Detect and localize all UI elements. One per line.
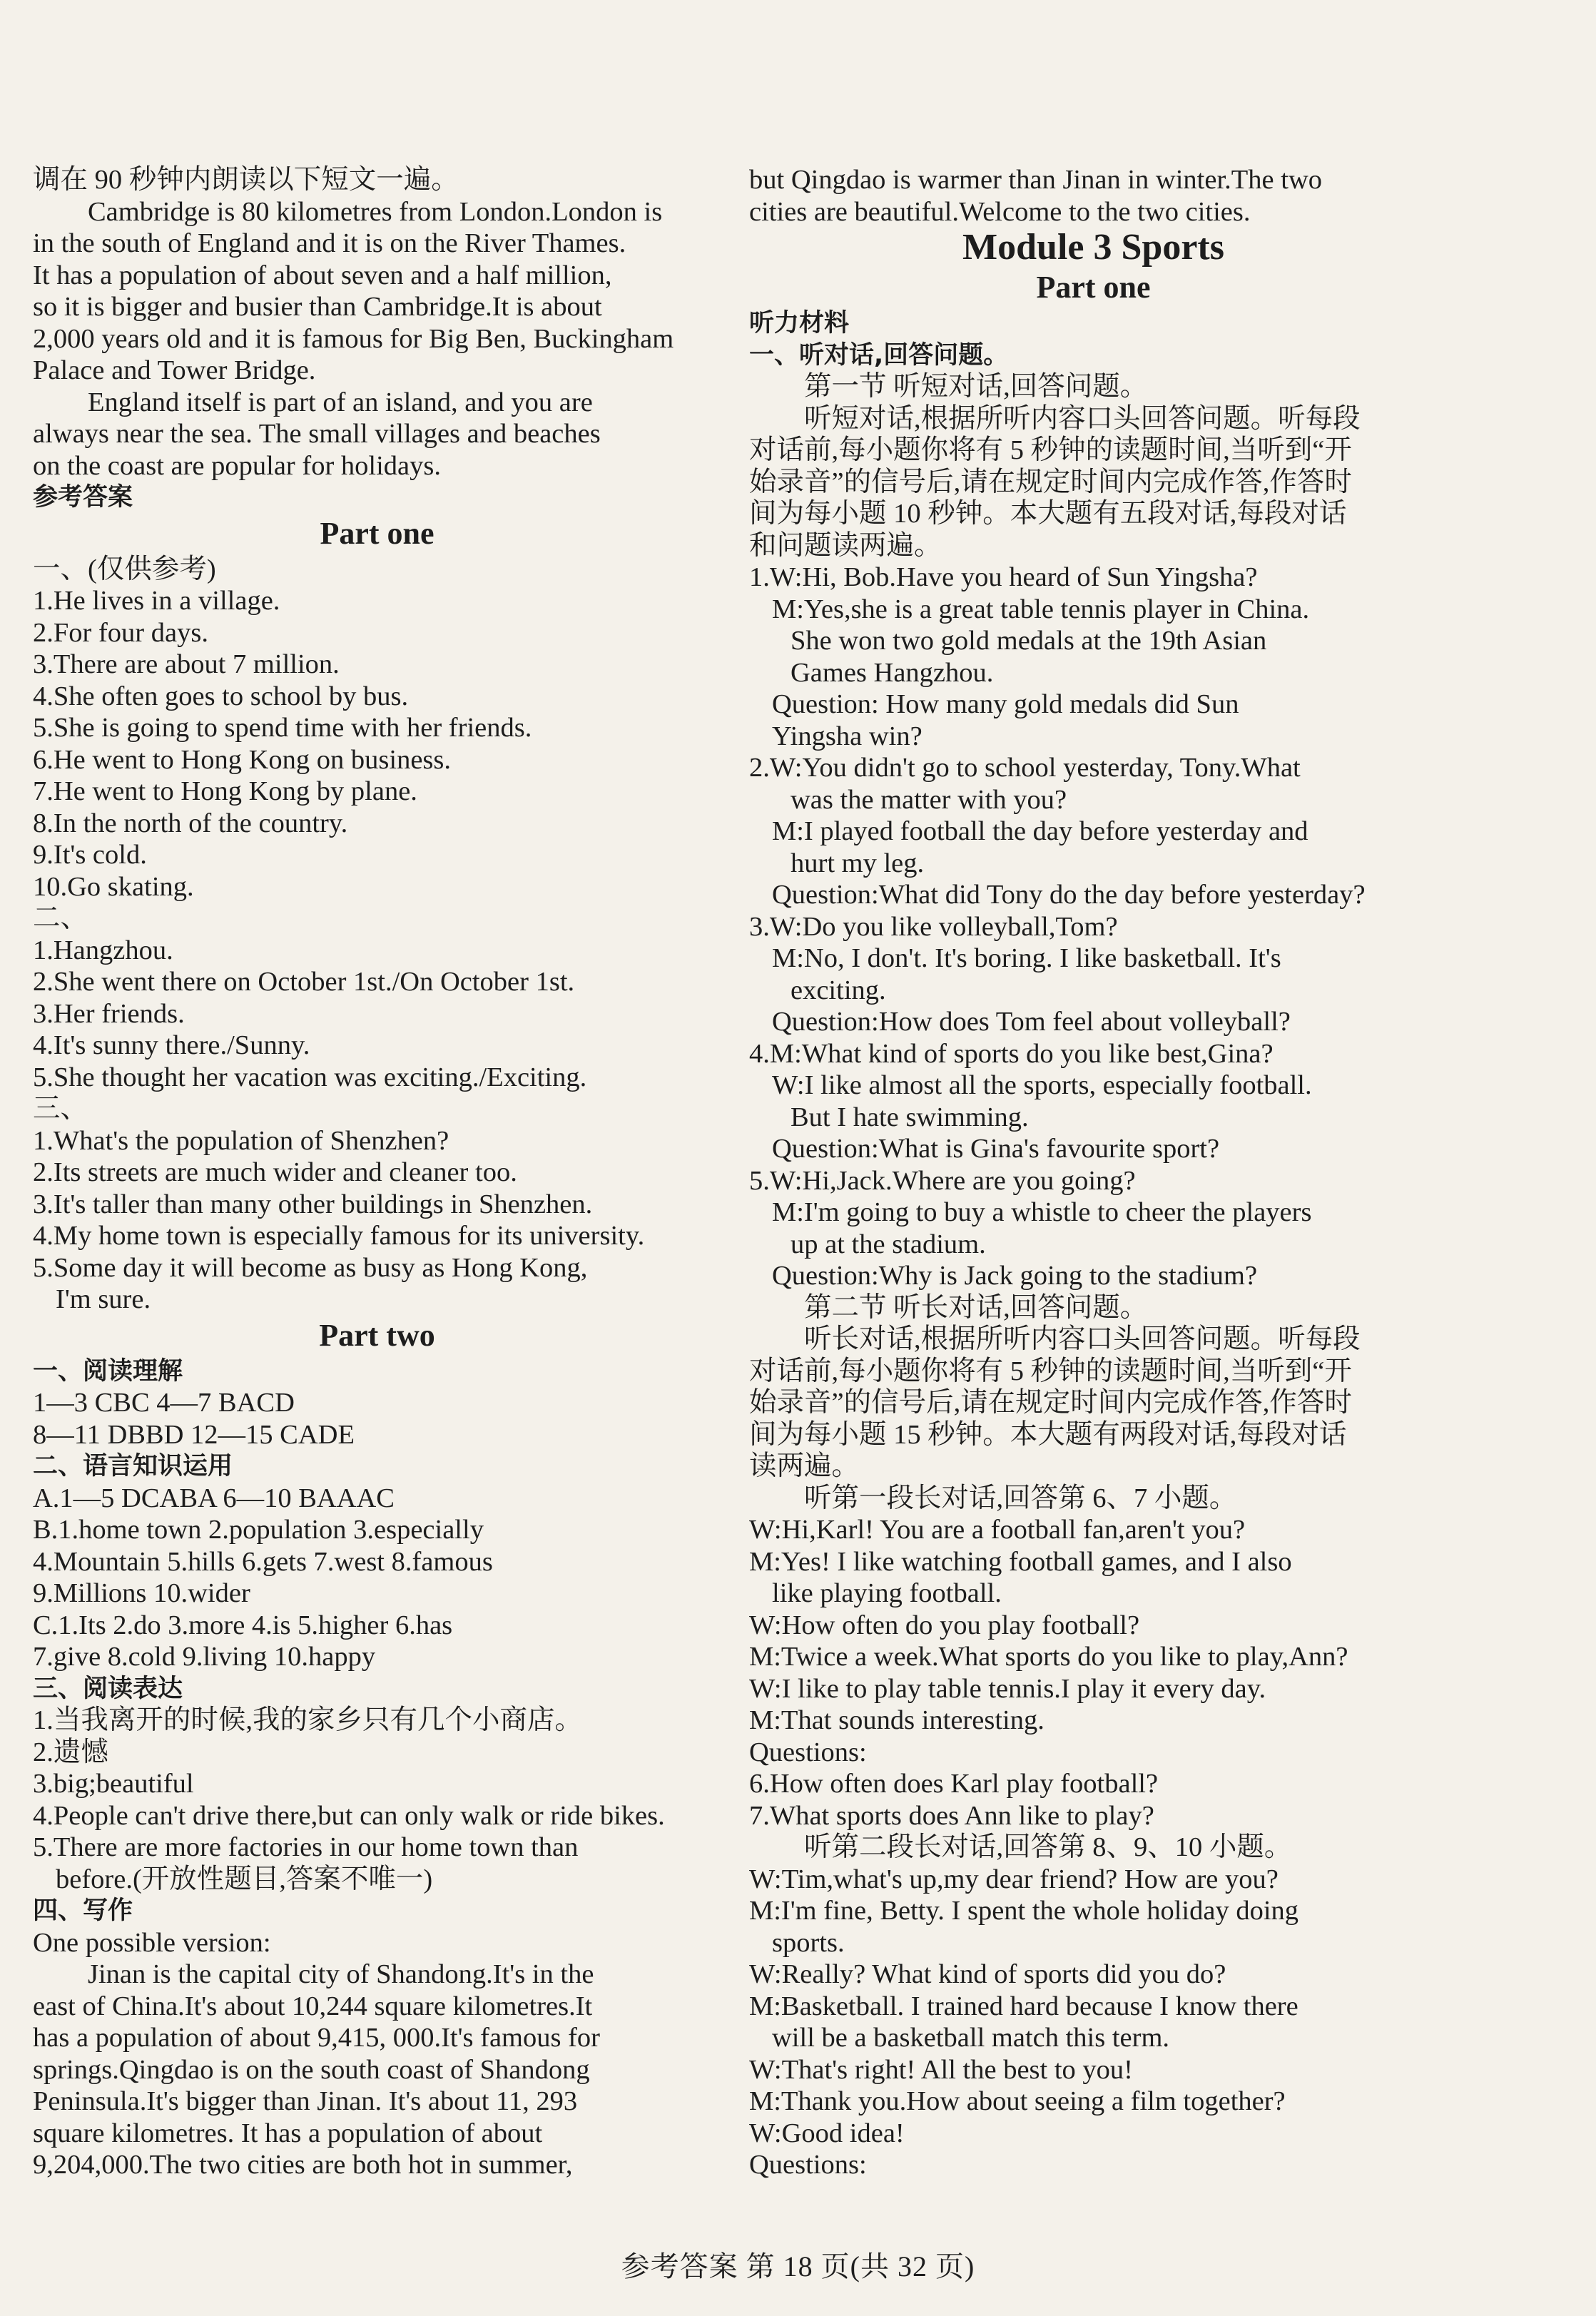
left-text-line: 4.My home town is especially famous for its university. xyxy=(33,1221,645,1251)
right-text-line: 听第一段长对话,回答第 6、7 小题。 xyxy=(804,1483,1237,1513)
left-text-line: 8—11 DBBD 12—15 CADE xyxy=(33,1419,355,1450)
left-text-line: square kilometres. It has a population of about xyxy=(33,2118,543,2148)
left-text-line: C.1.Its 2.do 3.more 4.is 5.higher 6.has xyxy=(33,1610,453,1640)
right-text-line: 4.M:What kind of sports do you like best,Gina? xyxy=(749,1038,1274,1069)
left-text-line: 3.big;beautiful xyxy=(33,1769,194,1799)
right-text-line: will be a basketball match this term. xyxy=(772,2023,1170,2053)
right-text-line: but Qingdao is warmer than Jinan in winter.The two xyxy=(749,165,1322,195)
right-text-line: cities are beautiful.Welcome to the two cities. xyxy=(749,196,1251,227)
right-text-line: 1.W:Hi, Bob.Have you heard of Sun Yingsha? xyxy=(749,562,1258,592)
right-text-line: M:I played football the day before yesterday and xyxy=(772,816,1308,846)
left-text-line: Palace and Tower Bridge. xyxy=(33,355,316,385)
right-text-line: Question:Why is Jack going to the stadium? xyxy=(772,1261,1258,1291)
right-text-line: 听力材料 xyxy=(749,309,850,337)
right-text-line: W:Hi,Karl! You are a football fan,aren't you? xyxy=(749,1515,1246,1545)
left-text-line: 四、写作 xyxy=(33,1896,133,1925)
right-text-line: 听第二段长对话,回答第 8、9、10 小题。 xyxy=(804,1832,1292,1862)
right-text-line: M:Yes! I like watching football games, and I also xyxy=(749,1546,1292,1577)
right-text-line: W:I like almost all the sports, especially football. xyxy=(772,1070,1312,1100)
right-text-line: 对话前,每小题你将有 5 秒钟的读题时间,当听到“开 xyxy=(749,435,1352,465)
left-text-line: 1—3 CBC 4—7 BACD xyxy=(33,1388,295,1418)
left-text-line: I'm sure. xyxy=(56,1284,151,1314)
right-text-line: M:Twice a week.What sports do you like to play,Ann? xyxy=(749,1642,1348,1672)
left-column xyxy=(33,164,721,2181)
left-text-line: 3.Her friends. xyxy=(33,998,185,1029)
right-text-line: Yingsha win? xyxy=(772,721,922,751)
right-text-line: Question:How does Tom feel about volleyball? xyxy=(772,1007,1291,1037)
right-text-line: M:Thank you.How about seeing a film together? xyxy=(749,2086,1286,2116)
right-text-line: M:No, I don't. It's boring. I like basketball. It's xyxy=(772,943,1281,973)
left-text-line: A.1—5 DCABA 6—10 BAAAC xyxy=(33,1483,395,1513)
page-footer: 参考答案 第 18 页(共 32 页) xyxy=(621,2250,975,2282)
left-text-line: 1.What's the population of Shenzhen? xyxy=(33,1125,449,1156)
left-text-line: 2,000 years old and it is famous for Big Ben, Buckingham xyxy=(33,323,674,354)
left-text-line: 二、语言知识运用 xyxy=(33,1452,233,1480)
left-text-line: 一、阅读理解 xyxy=(33,1356,183,1386)
right-text-line: She won two gold medals at the 19th Asian xyxy=(791,626,1267,656)
left-text-line: 1.当我离开的时候,我的家乡只有几个小商店。 xyxy=(33,1705,583,1735)
left-text-line: 二、 xyxy=(33,903,88,933)
right-text-line: Questions: xyxy=(749,2150,867,2180)
right-text-line: M:Yes,she is a great table tennis player in China. xyxy=(772,594,1310,624)
right-text-line: W:How often do you play football? xyxy=(749,1610,1140,1640)
left-text-line: 三、阅读表达 xyxy=(33,1674,183,1703)
right-text-line: Questions: xyxy=(749,1737,867,1767)
left-text-line: 9,204,000.The two cities are both hot in summer, xyxy=(33,2150,573,2180)
left-text-line: 2.For four days. xyxy=(33,617,208,648)
left-text-line: 三、 xyxy=(33,1094,88,1124)
left-text-line: 5.She is going to spend time with her friends. xyxy=(33,713,532,743)
right-text-line: W:Really? What kind of sports did you do? xyxy=(749,1959,1226,1989)
left-text-line: 2.She went there on October 1st./On October 1st. xyxy=(33,967,575,997)
right-text-line: W:I like to play table tennis.I play it every day. xyxy=(749,1673,1266,1704)
right-text-line: M:I'm going to buy a whistle to cheer the players xyxy=(772,1197,1312,1227)
right-column xyxy=(749,164,1438,2181)
right-text-line: up at the stadium. xyxy=(791,1229,986,1259)
left-text-line: Cambridge is 80 kilometres from London.London is xyxy=(88,196,663,227)
right-text-line: 2.W:You didn't go to school yesterday, Tony.What xyxy=(749,753,1301,783)
left-text-line: has a population of about 9,415, 000.It's famous for xyxy=(33,2023,600,2053)
right-text-line: 5.W:Hi,Jack.Where are you going? xyxy=(749,1165,1136,1196)
right-text-line: exciting. xyxy=(791,975,886,1005)
right-text-line: 始录音”的信号后,请在规定时间内完成作答,作答时 xyxy=(749,1388,1352,1418)
left-text-line: 9.It's cold. xyxy=(33,840,147,870)
left-text-line: 8.In the north of the country. xyxy=(33,808,348,838)
left-text-line: 2.Its streets are much wider and cleaner too. xyxy=(33,1157,517,1187)
right-text-line: M:I'm fine, Betty. I spent the whole holiday doing xyxy=(749,1896,1299,1926)
left-text-line: One possible version: xyxy=(33,1927,271,1958)
right-text-line: hurt my leg. xyxy=(791,848,925,878)
left-text-line: 5.There are more factories in our home town than xyxy=(33,1832,579,1862)
right-text-line: But I hate swimming. xyxy=(791,1102,1029,1132)
left-text-line: 1.He lives in a village. xyxy=(33,586,280,616)
right-text-line: W:Tim,what's up,my dear friend? How are you? xyxy=(749,1864,1279,1894)
left-text-line: on the coast are popular for holidays. xyxy=(33,450,441,481)
right-text-line: Part one xyxy=(1036,270,1151,305)
right-text-line: Question: How many gold medals did Sun xyxy=(772,689,1239,719)
right-text-line: 和问题读两遍。 xyxy=(749,530,942,561)
left-text-line: 5.She thought her vacation was exciting./Exciting. xyxy=(33,1062,587,1092)
left-text-line: 调在 90 秒钟内朗读以下短文一遍。 xyxy=(33,165,459,195)
right-text-line: 听长对话,根据所听内容口头回答问题。听每段 xyxy=(804,1324,1361,1354)
right-text-line: was the matter with you? xyxy=(791,784,1067,815)
left-text-line: 4.She often goes to school by bus. xyxy=(33,681,409,711)
left-text-line: 参考答案 xyxy=(33,483,133,512)
right-text-line: M:That sounds interesting. xyxy=(749,1705,1044,1735)
left-text-line: Part two xyxy=(319,1317,435,1353)
left-text-line: springs.Qingdao is on the south coast of Shandong xyxy=(33,2054,590,2085)
left-text-line: Part one xyxy=(320,515,434,551)
left-text-line: 2.遗憾 xyxy=(33,1737,108,1767)
left-text-line: 10.Go skating. xyxy=(33,871,194,902)
right-text-line: Question:What is Gina's favourite sport? xyxy=(772,1134,1220,1164)
right-text-line: 间为每小题 15 秒钟。本大题有两段对话,每段对话 xyxy=(749,1419,1347,1450)
right-text-line: 始录音”的信号后,请在规定时间内完成作答,作答时 xyxy=(749,467,1352,497)
left-text-line: before.(开放性题目,答案不唯一) xyxy=(56,1864,433,1894)
left-text-line: 一、(仅供参考) xyxy=(33,554,216,584)
left-text-line: 6.He went to Hong Kong on business. xyxy=(33,744,452,775)
left-text-line: 7.He went to Hong Kong by plane. xyxy=(33,776,417,806)
left-text-line: Peninsula.It's bigger than Jinan. It's about 11, 293 xyxy=(33,2086,578,2116)
right-text-line: W:Good idea! xyxy=(749,2118,905,2148)
right-text-line: 一、听对话,回答问题。 xyxy=(749,340,1009,370)
right-text-line: 第一节 听短对话,回答问题。 xyxy=(804,372,1148,402)
left-text-line: 3.It's taller than many other buildings in Shenzhen. xyxy=(33,1189,593,1219)
right-text-line: Question:What did Tony do the day before yesterday? xyxy=(772,880,1366,910)
right-text-line: 读两遍。 xyxy=(749,1451,860,1481)
left-text-line: B.1.home town 2.population 3.especially xyxy=(33,1515,484,1545)
left-text-line: 4.It's sunny there./Sunny. xyxy=(33,1030,310,1060)
right-text-line: W:That's right! All the best to you! xyxy=(749,2054,1134,2085)
left-text-line: 4.People can't drive there,but can only walk or ride bikes. xyxy=(33,1800,665,1831)
right-text-line: like playing football. xyxy=(772,1578,1002,1608)
right-text-line: M:Basketball. I trained hard because I know there xyxy=(749,1991,1298,2021)
right-text-line: Games Hangzhou. xyxy=(791,657,994,688)
left-text-line: 7.give 8.cold 9.living 10.happy xyxy=(33,1642,376,1672)
left-text-line: 3.There are about 7 million. xyxy=(33,649,340,679)
left-text-line: 4.Mountain 5.hills 6.gets 7.west 8.famous xyxy=(33,1546,493,1577)
left-text-line: Jinan is the capital city of Shandong.It's in the xyxy=(88,1959,594,1989)
right-text-line: 7.What sports does Ann like to play? xyxy=(749,1800,1154,1831)
right-text-line: 间为每小题 10 秒钟。本大题有五段对话,每段对话 xyxy=(749,499,1347,529)
right-text-line: 对话前,每小题你将有 5 秒钟的读题时间,当听到“开 xyxy=(749,1356,1352,1386)
left-text-line: England itself is part of an island, and you are xyxy=(88,387,593,417)
left-text-line: 5.Some day it will become as busy as Hong Kong, xyxy=(33,1252,588,1283)
left-text-line: always near the sea. The small villages and beaches xyxy=(33,419,601,449)
left-text-line: in the south of England and it is on the River Thames. xyxy=(33,228,626,258)
left-text-line: so it is bigger and busier than Cambridge.It is about xyxy=(33,292,602,322)
left-text-line: 9.Millions 10.wider xyxy=(33,1578,250,1608)
left-text-line: east of China.It's about 10,244 square kilometres.It xyxy=(33,1991,593,2021)
right-text-line: 听短对话,根据所听内容口头回答问题。听每段 xyxy=(804,403,1361,434)
right-text-line: sports. xyxy=(772,1927,845,1958)
left-text-line: 1.Hangzhou. xyxy=(33,935,173,965)
right-text-line: Module 3 Sports xyxy=(962,227,1224,268)
right-text-line: 第二节 听长对话,回答问题。 xyxy=(804,1292,1148,1323)
right-text-line: 3.W:Do you like volleyball,Tom? xyxy=(749,911,1118,942)
left-text-line: It has a population of about seven and a half million, xyxy=(33,260,612,290)
right-text-line: 6.How often does Karl play football? xyxy=(749,1769,1159,1799)
